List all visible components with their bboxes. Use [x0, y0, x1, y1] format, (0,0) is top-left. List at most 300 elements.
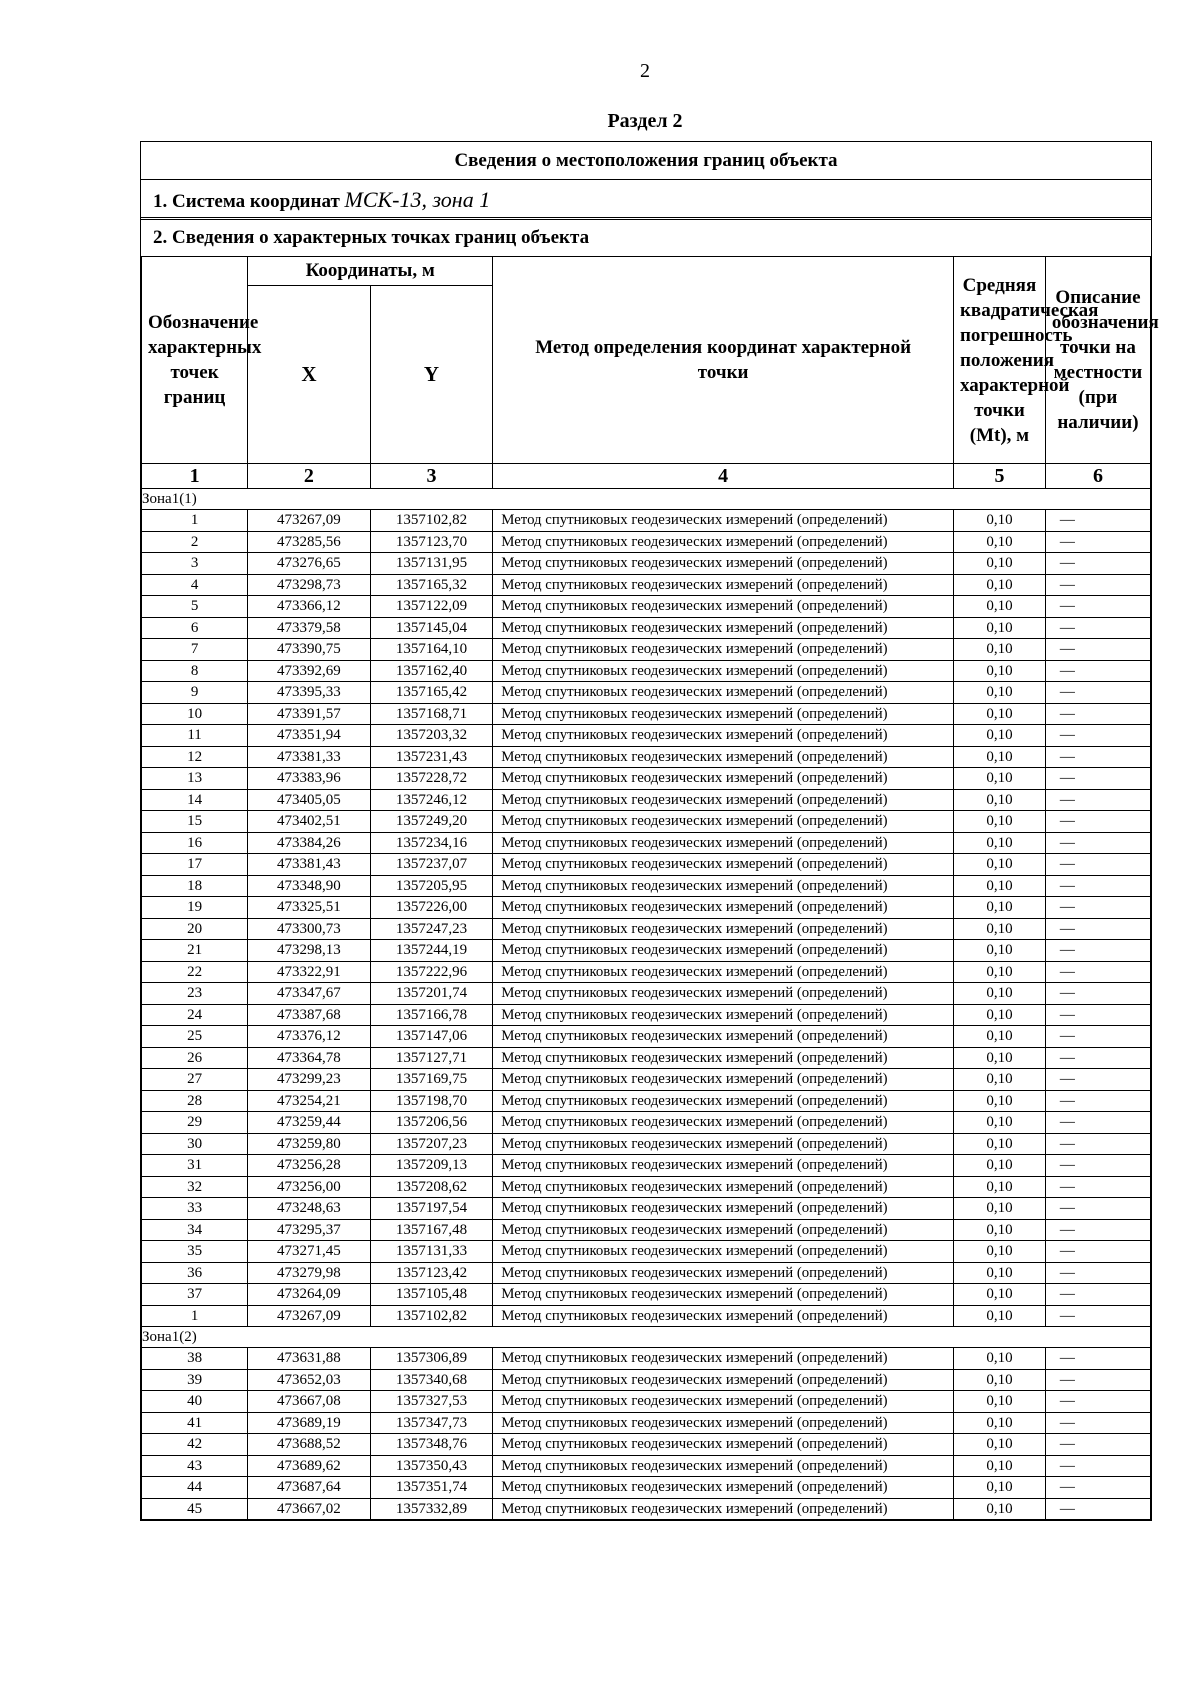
point-x: 473383,96	[248, 768, 371, 790]
point-x: 473687,64	[248, 1477, 371, 1499]
point-y: 1357168,71	[370, 703, 493, 725]
point-description: —	[1045, 1026, 1150, 1048]
point-method: Метод спутниковых геодезических измерений (определений)	[493, 768, 954, 790]
point-error: 0,10	[953, 660, 1045, 682]
point-number: 33	[142, 1198, 248, 1220]
point-method: Метод спутниковых геодезических измерений (определений)	[493, 1112, 954, 1134]
point-number: 16	[142, 832, 248, 854]
point-y: 1357131,95	[370, 553, 493, 575]
point-description: —	[1045, 768, 1150, 790]
point-y: 1357347,73	[370, 1412, 493, 1434]
point-number: 2	[142, 531, 248, 553]
point-error: 0,10	[953, 725, 1045, 747]
point-x: 473395,33	[248, 682, 371, 704]
point-error: 0,10	[953, 1305, 1045, 1327]
point-error: 0,10	[953, 1155, 1045, 1177]
point-error: 0,10	[953, 1391, 1045, 1413]
points-table-body	[142, 489, 1151, 1520]
point-number: 24	[142, 1004, 248, 1026]
point-row	[142, 725, 1151, 747]
point-row	[142, 1155, 1151, 1177]
point-description: —	[1045, 682, 1150, 704]
point-x: 473267,09	[248, 510, 371, 532]
point-description: —	[1045, 1047, 1150, 1069]
point-y: 1357226,00	[370, 897, 493, 919]
point-x: 473254,21	[248, 1090, 371, 1112]
point-y: 1357237,07	[370, 854, 493, 876]
point-x: 473259,80	[248, 1133, 371, 1155]
point-error: 0,10	[953, 1284, 1045, 1306]
point-row	[142, 875, 1151, 897]
point-y: 1357247,23	[370, 918, 493, 940]
point-error: 0,10	[953, 1004, 1045, 1026]
point-error: 0,10	[953, 531, 1045, 553]
point-row	[142, 897, 1151, 919]
point-description: —	[1045, 1262, 1150, 1284]
point-error: 0,10	[953, 768, 1045, 790]
point-number: 40	[142, 1391, 248, 1413]
point-method: Метод спутниковых геодезических измерений (определений)	[493, 574, 954, 596]
point-error: 0,10	[953, 617, 1045, 639]
point-y: 1357231,43	[370, 746, 493, 768]
header-method: Метод определения координат характерной точки	[493, 257, 954, 464]
point-y: 1357234,16	[370, 832, 493, 854]
point-y: 1357246,12	[370, 789, 493, 811]
point-row	[142, 574, 1151, 596]
point-description: —	[1045, 1155, 1150, 1177]
point-number: 5	[142, 596, 248, 618]
point-number: 30	[142, 1133, 248, 1155]
point-number: 25	[142, 1026, 248, 1048]
point-description: —	[1045, 1069, 1150, 1091]
point-row	[142, 682, 1151, 704]
point-error: 0,10	[953, 1219, 1045, 1241]
point-number: 4	[142, 574, 248, 596]
point-row	[142, 531, 1151, 553]
point-description: —	[1045, 1477, 1150, 1499]
point-method: Метод спутниковых геодезических измерений (определений)	[493, 897, 954, 919]
point-method: Метод спутниковых геодезических измерений (определений)	[493, 1455, 954, 1477]
point-y: 1357206,56	[370, 1112, 493, 1134]
column-number: 2	[248, 464, 371, 489]
point-row	[142, 1112, 1151, 1134]
point-x: 473325,51	[248, 897, 371, 919]
point-method: Метод спутниковых геодезических измерений (определений)	[493, 1026, 954, 1048]
column-number: 4	[493, 464, 954, 489]
point-method: Метод спутниковых геодезических измерений (определений)	[493, 811, 954, 833]
point-x: 473366,12	[248, 596, 371, 618]
point-error: 0,10	[953, 574, 1045, 596]
point-y: 1357306,89	[370, 1348, 493, 1370]
point-error: 0,10	[953, 1348, 1045, 1370]
point-number: 39	[142, 1369, 248, 1391]
point-error: 0,10	[953, 639, 1045, 661]
point-description: —	[1045, 1284, 1150, 1306]
column-number: 3	[370, 464, 493, 489]
point-method: Метод спутниковых геодезических измерений (определений)	[493, 983, 954, 1005]
point-description: —	[1045, 1369, 1150, 1391]
point-x: 473259,44	[248, 1112, 371, 1134]
point-number: 36	[142, 1262, 248, 1284]
points-section-title: 2. Сведения о характерных точках границ объекта	[153, 227, 590, 248]
point-method: Метод спутниковых геодезических измерений (определений)	[493, 1069, 954, 1091]
boundary-document	[140, 141, 1159, 1521]
point-number: 32	[142, 1176, 248, 1198]
point-number: 26	[142, 1047, 248, 1069]
point-x: 473405,05	[248, 789, 371, 811]
point-error: 0,10	[953, 961, 1045, 983]
point-method: Метод спутниковых геодезических измерений (определений)	[493, 854, 954, 876]
point-number: 28	[142, 1090, 248, 1112]
point-number: 29	[142, 1112, 248, 1134]
point-number: 9	[142, 682, 248, 704]
point-number: 21	[142, 940, 248, 962]
zone-label: Зона1(2)	[142, 1327, 1151, 1348]
point-error: 0,10	[953, 918, 1045, 940]
point-row	[142, 918, 1151, 940]
point-method: Метод спутниковых геодезических измерений (определений)	[493, 531, 954, 553]
point-error: 0,10	[953, 940, 1045, 962]
point-number: 17	[142, 854, 248, 876]
point-method: Метод спутниковых геодезических измерений (определений)	[493, 725, 954, 747]
point-number: 18	[142, 875, 248, 897]
point-number: 1	[142, 1305, 248, 1327]
point-y: 1357222,96	[370, 961, 493, 983]
point-x: 473279,98	[248, 1262, 371, 1284]
point-description: —	[1045, 639, 1150, 661]
point-error: 0,10	[953, 1090, 1045, 1112]
point-number: 44	[142, 1477, 248, 1499]
point-x: 473379,58	[248, 617, 371, 639]
point-description: —	[1045, 574, 1150, 596]
point-method: Метод спутниковых геодезических измерений (определений)	[493, 1176, 954, 1198]
point-description: —	[1045, 1348, 1150, 1370]
point-y: 1357165,42	[370, 682, 493, 704]
point-description: —	[1045, 961, 1150, 983]
point-error: 0,10	[953, 1241, 1045, 1263]
point-method: Метод спутниковых геодезических измерений (определений)	[493, 1219, 954, 1241]
point-x: 473381,43	[248, 854, 371, 876]
point-row	[142, 617, 1151, 639]
point-y: 1357162,40	[370, 660, 493, 682]
point-error: 0,10	[953, 1455, 1045, 1477]
column-number: 6	[1045, 464, 1150, 489]
point-x: 473689,62	[248, 1455, 371, 1477]
point-number: 22	[142, 961, 248, 983]
point-y: 1357122,09	[370, 596, 493, 618]
page-number: 2	[640, 60, 650, 82]
point-x: 473689,19	[248, 1412, 371, 1434]
point-number: 14	[142, 789, 248, 811]
point-method: Метод спутниковых геодезических измерений (определений)	[493, 1241, 954, 1263]
point-error: 0,10	[953, 1069, 1045, 1091]
point-error: 0,10	[953, 596, 1045, 618]
point-method: Метод спутниковых геодезических измерений (определений)	[493, 682, 954, 704]
header-error: Средняя квадратическая погрешность положения характерной точки (Mt), м	[953, 257, 1045, 464]
point-description: —	[1045, 1455, 1150, 1477]
point-row	[142, 1434, 1151, 1456]
point-x: 473298,13	[248, 940, 371, 962]
point-number: 43	[142, 1455, 248, 1477]
point-row	[142, 596, 1151, 618]
point-x: 473391,57	[248, 703, 371, 725]
point-description: —	[1045, 1412, 1150, 1434]
point-number: 20	[142, 918, 248, 940]
point-error: 0,10	[953, 703, 1045, 725]
point-description: —	[1045, 897, 1150, 919]
point-description: —	[1045, 789, 1150, 811]
point-method: Метод спутниковых геодезических измерений (определений)	[493, 1369, 954, 1391]
point-method: Метод спутниковых геодезических измерений (определений)	[493, 617, 954, 639]
point-method: Метод спутниковых геодезических измерений (определений)	[493, 1090, 954, 1112]
point-x: 473299,23	[248, 1069, 371, 1091]
point-number: 19	[142, 897, 248, 919]
point-number: 34	[142, 1219, 248, 1241]
point-row	[142, 854, 1151, 876]
point-method: Метод спутниковых геодезических измерений (определений)	[493, 1133, 954, 1155]
point-error: 0,10	[953, 746, 1045, 768]
point-y: 1357203,32	[370, 725, 493, 747]
points-table	[141, 256, 1159, 1520]
point-number: 12	[142, 746, 248, 768]
point-y: 1357201,74	[370, 983, 493, 1005]
point-x: 473387,68	[248, 1004, 371, 1026]
header-designation: Обозначение характерных точек границ	[142, 257, 248, 464]
point-error: 0,10	[953, 1262, 1045, 1284]
point-error: 0,10	[953, 1412, 1045, 1434]
point-error: 0,10	[953, 983, 1045, 1005]
coordinate-system-value: МСК-13, зона 1	[344, 187, 491, 212]
point-x: 473295,37	[248, 1219, 371, 1241]
header-y: Y	[370, 286, 493, 464]
point-error: 0,10	[953, 1112, 1045, 1134]
point-row	[142, 1477, 1151, 1499]
point-error: 0,10	[953, 832, 1045, 854]
point-y: 1357340,68	[370, 1369, 493, 1391]
point-x: 473322,91	[248, 961, 371, 983]
point-method: Метод спутниковых геодезических измерений (определений)	[493, 789, 954, 811]
point-x: 473364,78	[248, 1047, 371, 1069]
point-row	[142, 1241, 1151, 1263]
point-number: 8	[142, 660, 248, 682]
point-row	[142, 553, 1151, 575]
point-y: 1357166,78	[370, 1004, 493, 1026]
column-number: 1	[142, 464, 248, 489]
point-method: Метод спутниковых геодезических измерений (определений)	[493, 1155, 954, 1177]
section-title: Раздел 2	[607, 110, 683, 132]
point-error: 0,10	[953, 510, 1045, 532]
point-y: 1357197,54	[370, 1198, 493, 1220]
point-y: 1357147,06	[370, 1026, 493, 1048]
point-method: Метод спутниковых геодезических измерений (определений)	[493, 1348, 954, 1370]
point-x: 473298,73	[248, 574, 371, 596]
point-error: 0,10	[953, 1176, 1045, 1198]
point-row	[142, 961, 1151, 983]
point-row	[142, 1004, 1151, 1026]
point-x: 473381,33	[248, 746, 371, 768]
point-x: 473347,67	[248, 983, 371, 1005]
point-x: 473267,09	[248, 1305, 371, 1327]
point-y: 1357102,82	[370, 510, 493, 532]
point-description: —	[1045, 703, 1150, 725]
column-number: 5	[953, 464, 1045, 489]
point-x: 473376,12	[248, 1026, 371, 1048]
coordinate-system	[141, 180, 1151, 220]
coordinate-system-label: 1. Система координат	[153, 191, 340, 212]
point-row	[142, 660, 1151, 682]
point-description: —	[1045, 1090, 1150, 1112]
point-method: Метод спутниковых геодезических измерений (определений)	[493, 1198, 954, 1220]
point-row	[142, 1391, 1151, 1413]
point-description: —	[1045, 746, 1150, 768]
point-x: 473667,02	[248, 1498, 371, 1520]
point-number: 23	[142, 983, 248, 1005]
point-y: 1357145,04	[370, 617, 493, 639]
point-y: 1357127,71	[370, 1047, 493, 1069]
point-y: 1357167,48	[370, 1219, 493, 1241]
point-error: 0,10	[953, 553, 1045, 575]
point-row	[142, 983, 1151, 1005]
point-method: Метод спутниковых геодезических измерений (определений)	[493, 961, 954, 983]
point-number: 42	[142, 1434, 248, 1456]
point-y: 1357351,74	[370, 1477, 493, 1499]
point-method: Метод спутниковых геодезических измерений (определений)	[493, 1262, 954, 1284]
point-row	[142, 1498, 1151, 1520]
point-row	[142, 1133, 1151, 1155]
point-description: —	[1045, 510, 1150, 532]
point-number: 45	[142, 1498, 248, 1520]
point-error: 0,10	[953, 1498, 1045, 1520]
point-error: 0,10	[953, 854, 1045, 876]
point-method: Метод спутниковых геодезических измерений (определений)	[493, 1391, 954, 1413]
point-description: —	[1045, 832, 1150, 854]
point-description: —	[1045, 553, 1150, 575]
point-y: 1357169,75	[370, 1069, 493, 1091]
point-y: 1357131,33	[370, 1241, 493, 1263]
point-x: 473631,88	[248, 1348, 371, 1370]
point-error: 0,10	[953, 875, 1045, 897]
point-method: Метод спутниковых геодезических измерений (определений)	[493, 1434, 954, 1456]
point-description: —	[1045, 854, 1150, 876]
point-method: Метод спутниковых геодезических измерений (определений)	[493, 639, 954, 661]
point-method: Метод спутниковых геодезических измерений (определений)	[493, 832, 954, 854]
point-y: 1357164,10	[370, 639, 493, 661]
point-description: —	[1045, 1219, 1150, 1241]
header-coordinates: Координаты, м	[248, 257, 493, 286]
point-x: 473384,26	[248, 832, 371, 854]
point-x: 473402,51	[248, 811, 371, 833]
point-x: 473390,75	[248, 639, 371, 661]
point-description: —	[1045, 1112, 1150, 1134]
point-row	[142, 510, 1151, 532]
point-method: Метод спутниковых геодезических измерений (определений)	[493, 1004, 954, 1026]
point-row	[142, 703, 1151, 725]
point-number: 1	[142, 510, 248, 532]
point-description: —	[1045, 660, 1150, 682]
header-x: X	[248, 286, 371, 464]
point-row	[142, 1090, 1151, 1112]
point-row	[142, 1219, 1151, 1241]
point-x: 473285,56	[248, 531, 371, 553]
point-x: 473688,52	[248, 1434, 371, 1456]
point-number: 13	[142, 768, 248, 790]
point-y: 1357105,48	[370, 1284, 493, 1306]
point-method: Метод спутниковых геодезических измерений (определений)	[493, 1477, 954, 1499]
point-description: —	[1045, 1176, 1150, 1198]
point-y: 1357327,53	[370, 1391, 493, 1413]
point-method: Метод спутниковых геодезических измерений (определений)	[493, 1305, 954, 1327]
point-method: Метод спутниковых геодезических измерений (определений)	[493, 875, 954, 897]
point-method: Метод спутниковых геодезических измерений (определений)	[493, 510, 954, 532]
point-y: 1357198,70	[370, 1090, 493, 1112]
point-error: 0,10	[953, 1434, 1045, 1456]
point-row	[142, 1069, 1151, 1091]
point-y: 1357123,70	[370, 531, 493, 553]
point-description: —	[1045, 1498, 1150, 1520]
point-y: 1357249,20	[370, 811, 493, 833]
point-error: 0,10	[953, 1026, 1045, 1048]
point-row	[142, 768, 1151, 790]
point-y: 1357244,19	[370, 940, 493, 962]
point-description: —	[1045, 1434, 1150, 1456]
point-row	[142, 1348, 1151, 1370]
point-row	[142, 1455, 1151, 1477]
point-error: 0,10	[953, 682, 1045, 704]
point-row	[142, 1284, 1151, 1306]
point-description: —	[1045, 596, 1150, 618]
point-number: 6	[142, 617, 248, 639]
point-x: 473392,69	[248, 660, 371, 682]
point-error: 0,10	[953, 1477, 1045, 1499]
point-row	[142, 746, 1151, 768]
point-number: 37	[142, 1284, 248, 1306]
point-method: Метод спутниковых геодезических измерений (определений)	[493, 1284, 954, 1306]
point-description: —	[1045, 617, 1150, 639]
point-number: 11	[142, 725, 248, 747]
point-method: Метод спутниковых геодезических измерений (определений)	[493, 918, 954, 940]
point-row	[142, 1026, 1151, 1048]
point-row	[142, 1262, 1151, 1284]
point-x: 473256,28	[248, 1155, 371, 1177]
point-row	[142, 1047, 1151, 1069]
point-number: 27	[142, 1069, 248, 1091]
point-method: Метод спутниковых геодезических измерений (определений)	[493, 703, 954, 725]
point-x: 473348,90	[248, 875, 371, 897]
point-description: —	[1045, 1004, 1150, 1026]
point-number: 31	[142, 1155, 248, 1177]
point-row	[142, 789, 1151, 811]
point-number: 7	[142, 639, 248, 661]
point-x: 473256,00	[248, 1176, 371, 1198]
point-row	[142, 1412, 1151, 1434]
point-row	[142, 811, 1151, 833]
point-method: Метод спутниковых геодезических измерений (определений)	[493, 1047, 954, 1069]
point-x: 473248,63	[248, 1198, 371, 1220]
point-description: —	[1045, 1241, 1150, 1263]
point-y: 1357209,13	[370, 1155, 493, 1177]
point-x: 473652,03	[248, 1369, 371, 1391]
point-description: —	[1045, 983, 1150, 1005]
point-description: —	[1045, 940, 1150, 962]
point-error: 0,10	[953, 811, 1045, 833]
point-y: 1357102,82	[370, 1305, 493, 1327]
point-x: 473667,08	[248, 1391, 371, 1413]
point-row	[142, 940, 1151, 962]
point-error: 0,10	[953, 789, 1045, 811]
point-description: —	[1045, 811, 1150, 833]
point-row	[142, 1305, 1151, 1327]
point-error: 0,10	[953, 1198, 1045, 1220]
